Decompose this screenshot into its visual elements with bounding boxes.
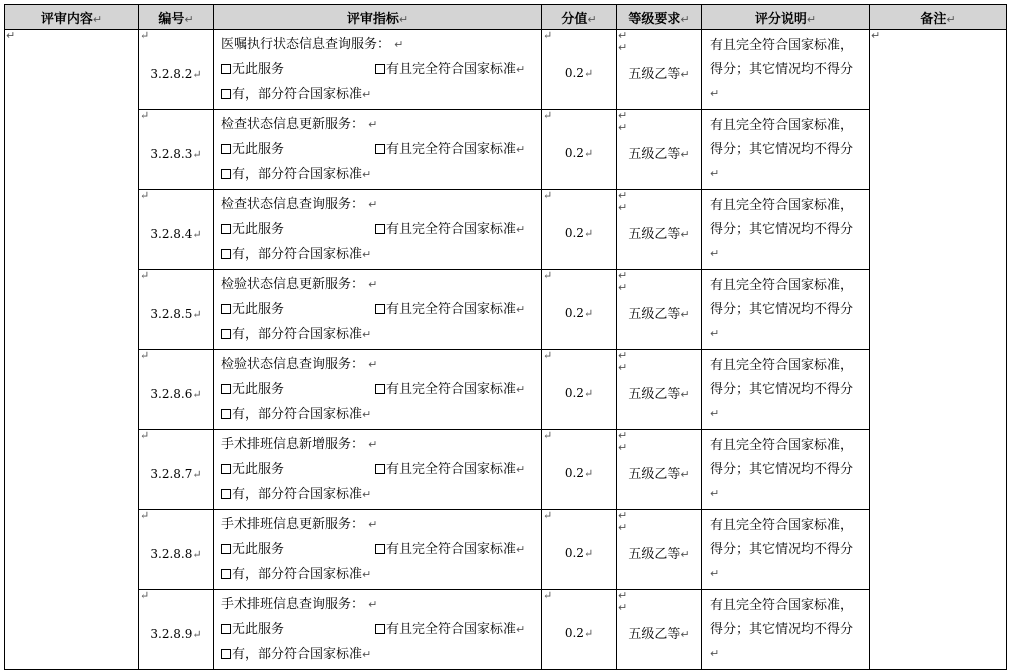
checkbox-partial[interactable] [221,249,231,259]
option-partial-label: 有，部分符合国家标准 [232,87,363,102]
paragraph-mark: ↵ [618,269,628,282]
paragraph-mark: ↵ [543,349,553,362]
paragraph-mark: ↵ [140,349,150,362]
checkbox-none[interactable] [221,544,231,554]
criteria-option-line: 无此服务 有且完全符合国家标准↵ [221,57,541,82]
grade-value: 五级乙等 [628,307,681,322]
option-partial-label: 有，部分符合国家标准 [232,567,363,582]
option-full-label: 有且完全符合国家标准 [386,62,517,77]
paragraph-mark: ↵ [618,281,628,294]
option-partial-label: 有，部分符合国家标准 [232,327,363,342]
note-line-1: 有且完全符合国家标准， [710,277,854,293]
grade-cell: ↵ ↵ 五级乙等↵ [617,590,702,670]
paragraph-mark: ↵ [543,189,553,202]
criteria-option-line: 有，部分符合国家标准↵ [221,482,541,507]
checkbox-full[interactable] [375,64,385,74]
paragraph-mark: ↵ [140,429,150,442]
checkbox-partial[interactable] [221,649,231,659]
paragraph-mark: ↵ [618,41,628,54]
code-value: 3.2.8.7 [150,466,193,481]
checkbox-partial[interactable] [221,489,231,499]
criteria-option-line: 无此服务 有且完全符合国家标准↵ [221,137,541,162]
header-content: 评审内容↵ [5,5,139,30]
checkbox-partial[interactable] [221,409,231,419]
table-row [5,30,1007,110]
note-cell [702,30,870,110]
grade-value: 五级乙等 [628,147,681,162]
criteria-title: 手术排班信息查询服务： ↵ [221,597,378,612]
grade-cell: ↵ ↵ 五级乙等↵ [617,270,702,350]
score-value: 0.2 [564,625,584,640]
table-row [5,190,1007,270]
option-full-label: 有且完全符合国家标准 [386,622,517,637]
score-cell: ↵ 0.2↵ [542,110,617,190]
header-criteria: 评审指标↵ [214,5,542,30]
paragraph-mark: ↵ [543,589,553,602]
criteria-option-line: 有，部分符合国家标准↵ [221,82,541,107]
criteria-option-line: 无此服务 有且完全符合国家标准↵ [221,217,541,242]
criteria-option-line: 有，部分符合国家标准↵ [221,642,541,667]
paragraph-mark: ↵ [543,109,553,122]
checkbox-full[interactable] [375,304,385,314]
option-none-label: 无此服务 [232,62,285,77]
score-cell: ↵ 0.2↵ [542,30,617,110]
option-none-label: 无此服务 [232,302,285,317]
score-cell: ↵ 0.2↵ [542,350,617,430]
paragraph-mark: ↵ [140,109,150,122]
option-full-label: 有且完全符合国家标准 [386,142,517,157]
table-row [5,430,1007,510]
code-cell: ↵ 3.2.8.7↵ [139,430,214,510]
checkbox-none[interactable] [221,144,231,154]
paragraph-mark: ↵ [618,121,628,134]
paragraph-mark: ↵ [618,349,628,362]
table-row [5,110,1007,190]
paragraph-mark: ↵ [618,109,628,122]
criteria-title: 医嘱执行状态信息查询服务： ↵ [221,37,404,52]
header-note: 评分说明↵ [702,5,870,30]
option-partial-label: 有，部分符合国家标准 [232,407,363,422]
code-cell: ↵ 3.2.8.2↵ [139,30,214,110]
paragraph-mark: ↵ [618,189,628,202]
paragraph-mark: ↵ [618,589,628,602]
note-line-2: 得分；其它情况均不得分 ↵ [710,461,854,500]
note-line-1: 有且完全符合国家标准， [710,197,854,213]
grade-value: 五级乙等 [628,467,681,482]
criteria-cell [214,30,542,110]
paragraph-mark: ↵ [6,29,16,42]
score-value: 0.2 [564,225,584,240]
criteria-option-line: 无此服务 有且完全符合国家标准↵ [221,537,541,562]
paragraph-mark: ↵ [618,521,628,534]
code-cell: ↵ 3.2.8.3↵ [139,110,214,190]
criteria-option-line: 无此服务 有且完全符合国家标准↵ [221,297,541,322]
note-line-2: 得分；其它情况均不得分 ↵ [710,141,854,180]
criteria-option-line: 有，部分符合国家标准↵ [221,322,541,347]
option-none-label: 无此服务 [232,222,285,237]
header-remark: 备注↵ [870,5,1007,30]
code-value: 3.2.8.2 [150,66,193,81]
checkbox-none[interactable] [221,304,231,314]
note-cell [702,430,870,510]
grade-value: 五级乙等 [628,627,681,642]
criteria-option-line: 无此服务 有且完全符合国家标准↵ [221,457,541,482]
option-full-label: 有且完全符合国家标准 [386,302,517,317]
criteria-option-line: 有，部分符合国家标准↵ [221,402,541,427]
note-line-2: 得分；其它情况均不得分 ↵ [710,381,854,420]
paragraph-mark: ↵ [871,29,881,42]
criteria-title: 手术排班信息新增服务： ↵ [221,437,378,452]
paragraph-mark: ↵ [140,589,150,602]
paragraph-mark: ↵ [618,361,628,374]
option-partial-label: 有，部分符合国家标准 [232,247,363,262]
checkbox-partial[interactable] [221,329,231,339]
option-none-label: 无此服务 [232,462,285,477]
paragraph-mark: ↵ [618,201,628,214]
checkbox-full[interactable] [375,384,385,394]
option-full-label: 有且完全符合国家标准 [386,542,517,557]
code-cell: ↵ 3.2.8.5↵ [139,270,214,350]
grade-cell: ↵ ↵ 五级乙等↵ [617,30,702,110]
remark-cell [870,30,1007,670]
code-cell: ↵ 3.2.8.6↵ [139,350,214,430]
score-value: 0.2 [564,65,584,80]
paragraph-mark: ↵ [140,29,150,42]
score-cell: ↵ 0.2↵ [542,430,617,510]
header-grade: 等级要求↵ [617,5,702,30]
header-score: 分值↵ [542,5,617,30]
criteria-cell [214,110,542,190]
paragraph-mark: ↵ [618,29,628,42]
code-cell: ↵ 3.2.8.4↵ [139,190,214,270]
criteria-option-line: 无此服务 有且完全符合国家标准↵ [221,377,541,402]
note-line-2: 得分；其它情况均不得分 ↵ [710,301,854,340]
paragraph-mark: ↵ [543,269,553,282]
score-cell: ↵ 0.2↵ [542,190,617,270]
criteria-title: 检查状态信息更新服务： ↵ [221,117,378,132]
code-value: 3.2.8.5 [150,306,193,321]
grade-value: 五级乙等 [628,387,681,402]
option-none-label: 无此服务 [232,382,285,397]
code-value: 3.2.8.3 [150,146,193,161]
score-value: 0.2 [564,305,584,320]
note-line-1: 有且完全符合国家标准， [710,357,854,373]
note-cell [702,190,870,270]
grade-value: 五级乙等 [628,67,681,82]
criteria-title: 手术排班信息更新服务： ↵ [221,517,378,532]
checkbox-partial[interactable] [221,169,231,179]
note-line-1: 有且完全符合国家标准， [710,437,854,453]
criteria-option-line: 无此服务 有且完全符合国家标准↵ [221,617,541,642]
score-cell: ↵ 0.2↵ [542,270,617,350]
option-partial-label: 有，部分符合国家标准 [232,647,363,662]
note-cell [702,510,870,590]
code-value: 3.2.8.6 [150,386,193,401]
note-cell [702,110,870,190]
checkbox-none[interactable] [221,384,231,394]
criteria-cell [214,510,542,590]
criteria-title: 检查状态信息查询服务： ↵ [221,197,378,212]
content-cell [5,30,139,670]
grade-cell: ↵ ↵ 五级乙等↵ [617,110,702,190]
code-cell: ↵ 3.2.8.9↵ [139,590,214,670]
grade-value: 五级乙等 [628,547,681,562]
score-cell: ↵ 0.2↵ [542,590,617,670]
code-value: 3.2.8.4 [150,226,193,241]
table-row [5,350,1007,430]
note-line-2: 得分；其它情况均不得分 ↵ [710,621,854,660]
criteria-option-line: 有，部分符合国家标准↵ [221,162,541,187]
score-value: 0.2 [564,145,584,160]
checkbox-partial[interactable] [221,569,231,579]
option-full-label: 有且完全符合国家标准 [386,222,517,237]
checkbox-none[interactable] [221,224,231,234]
note-cell [702,590,870,670]
grade-cell: ↵ ↵ 五级乙等↵ [617,430,702,510]
paragraph-mark: ↵ [140,269,150,282]
checkbox-none[interactable] [221,624,231,634]
grade-cell: ↵ ↵ 五级乙等↵ [617,510,702,590]
grade-value: 五级乙等 [628,227,681,242]
criteria-cell [214,430,542,510]
paragraph-mark: ↵ [543,509,553,522]
checkbox-full[interactable] [375,624,385,634]
criteria-cell [214,270,542,350]
score-value: 0.2 [564,385,584,400]
grade-cell: ↵ ↵ 五级乙等↵ [617,350,702,430]
paragraph-mark: ↵ [618,441,628,454]
option-none-label: 无此服务 [232,622,285,637]
criteria-cell [214,350,542,430]
criteria-option-line: 有，部分符合国家标准↵ [221,562,541,587]
note-line-1: 有且完全符合国家标准， [710,37,854,53]
paragraph-mark: ↵ [543,429,553,442]
code-value: 3.2.8.8 [150,546,193,561]
criteria-title: 检验状态信息更新服务： ↵ [221,277,378,292]
option-none-label: 无此服务 [232,542,285,557]
note-cell [702,350,870,430]
header-row [5,5,1007,30]
table-row [5,510,1007,590]
note-cell [702,270,870,350]
note-line-2: 得分；其它情况均不得分 ↵ [710,221,854,260]
checkbox-partial[interactable] [221,89,231,99]
score-value: 0.2 [564,465,584,480]
criteria-cell [214,590,542,670]
criteria-title: 检验状态信息查询服务： ↵ [221,357,378,372]
paragraph-mark: ↵ [140,509,150,522]
note-line-2: 得分；其它情况均不得分 ↵ [710,61,854,100]
criteria-option-line: 有，部分符合国家标准↵ [221,242,541,267]
header-code: 编号↵ [139,5,214,30]
option-none-label: 无此服务 [232,142,285,157]
checkbox-full[interactable] [375,224,385,234]
option-partial-label: 有，部分符合国家标准 [232,167,363,182]
review-table [4,4,1007,670]
checkbox-none[interactable] [221,464,231,474]
option-full-label: 有且完全符合国家标准 [386,462,517,477]
note-line-1: 有且完全符合国家标准， [710,117,854,133]
score-value: 0.2 [564,545,584,560]
note-line-1: 有且完全符合国家标准， [710,597,854,613]
checkbox-full[interactable] [375,544,385,554]
paragraph-mark: ↵ [140,189,150,202]
score-cell: ↵ 0.2↵ [542,510,617,590]
paragraph-mark: ↵ [618,601,628,614]
paragraph-mark: ↵ [618,509,628,522]
checkbox-full[interactable] [375,144,385,154]
paragraph-mark: ↵ [618,429,628,442]
note-line-2: 得分；其它情况均不得分 ↵ [710,541,854,580]
criteria-cell [214,190,542,270]
note-line-1: 有且完全符合国家标准， [710,517,854,533]
option-full-label: 有且完全符合国家标准 [386,382,517,397]
grade-cell: ↵ ↵ 五级乙等↵ [617,190,702,270]
code-cell: ↵ 3.2.8.8↵ [139,510,214,590]
table-row [5,270,1007,350]
checkbox-full[interactable] [375,464,385,474]
checkbox-none[interactable] [221,64,231,74]
table-row [5,590,1007,670]
paragraph-mark: ↵ [543,29,553,42]
option-partial-label: 有，部分符合国家标准 [232,487,363,502]
code-value: 3.2.8.9 [150,626,193,641]
